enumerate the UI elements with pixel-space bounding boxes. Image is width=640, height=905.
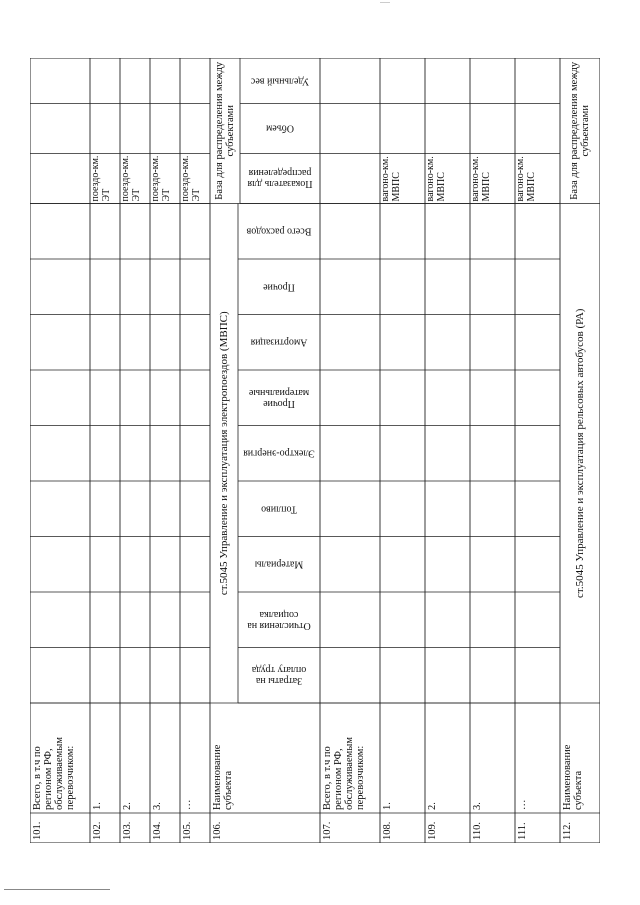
basis-header [240, 104, 320, 154]
row-name: 1. [92, 802, 103, 810]
cost-header-label: Прочие [263, 281, 295, 293]
cost-header-label: Материалы [254, 558, 304, 570]
unit-label: вагоно-км. МВПС [470, 156, 492, 202]
row-number: 107. [322, 821, 333, 840]
row-name: 3. [152, 802, 163, 810]
row-number: 108. [382, 821, 393, 840]
cost-header-label: Отчисления на социалка [247, 608, 311, 631]
cost-header-label: Затраты на оплату труда [251, 664, 307, 687]
basis-header-label: Удельный вес [250, 75, 310, 87]
cost-header-label: Топливо [261, 503, 297, 515]
basis-header-label: Показатель для распределения [247, 167, 313, 190]
basis-header-label: Объем [266, 123, 294, 134]
cost-header [238, 592, 320, 648]
cost-header [238, 204, 320, 260]
row-number: 111. [517, 822, 528, 840]
row-number: 105. [182, 821, 193, 840]
cost-header [238, 426, 320, 482]
row-number: 104. [152, 821, 163, 840]
row-number: 109. [427, 821, 438, 840]
cost-header [238, 481, 320, 537]
unit-label: вагоно-км. МВПС [380, 156, 402, 202]
footnote-rule [4, 889, 110, 890]
basis-header [240, 154, 320, 204]
cost-header [238, 537, 320, 593]
row-number: 112. [562, 822, 573, 840]
row-number: 103. [122, 821, 133, 840]
unit-label: поездо-км. ЭТ [90, 155, 112, 202]
row-name: 2. [122, 802, 133, 810]
unit-label: поездо-км. ЭТ [150, 155, 172, 202]
scan-mark [380, 2, 390, 3]
basis-title: База для распределения между субъектами [214, 61, 236, 200]
row-name: Всего, в т.ч по регионом РФ, обслуживаемым перевозчиком: [32, 737, 76, 810]
row-number: 110. [472, 822, 483, 840]
row-number: 106. [212, 821, 223, 840]
rotated-table [30, 58, 600, 843]
unit-label: вагоно-км. МВПС [425, 156, 447, 202]
cost-header [238, 648, 320, 704]
subject-name-header: Наименование субъекта [562, 744, 584, 810]
basis-title: База для распределения между субъектами [569, 61, 591, 200]
unit-label: вагоно-км. МВПС [515, 156, 537, 202]
section-title: ст.5045 Управление и эксплуатация рельсовых автобусов (РА) [573, 308, 586, 598]
row-name: 3. [472, 802, 483, 810]
unit-label: поездо-км. ЭТ [180, 155, 202, 202]
row-name: Всего, в т.ч по регионом РФ, обслуживаемым перевозчиком: [322, 737, 366, 810]
cost-header-label: Электро-энергия [243, 447, 315, 459]
subject-name-header: Наименование субъекта [212, 744, 234, 810]
cost-header-label: Всего расходов [246, 225, 312, 237]
unit-label: поездо-км. ЭТ [120, 155, 142, 202]
cost-header [238, 315, 320, 371]
row-number: 101. [32, 821, 43, 840]
cost-header-label: Амортизация [250, 336, 308, 348]
cost-header [238, 370, 320, 426]
cost-header [238, 259, 320, 315]
row-number: 102. [92, 821, 103, 840]
row-name: … [517, 799, 528, 810]
row-name: 2. [427, 802, 438, 810]
row-name: … [182, 799, 193, 810]
row-name: 1. [382, 802, 393, 810]
basis-header [240, 58, 320, 104]
cost-header-label: Прочие материальные [248, 386, 310, 409]
section-title: ст.5045 Управление и эксплуатация электропоездов (МВПС) [217, 311, 230, 596]
